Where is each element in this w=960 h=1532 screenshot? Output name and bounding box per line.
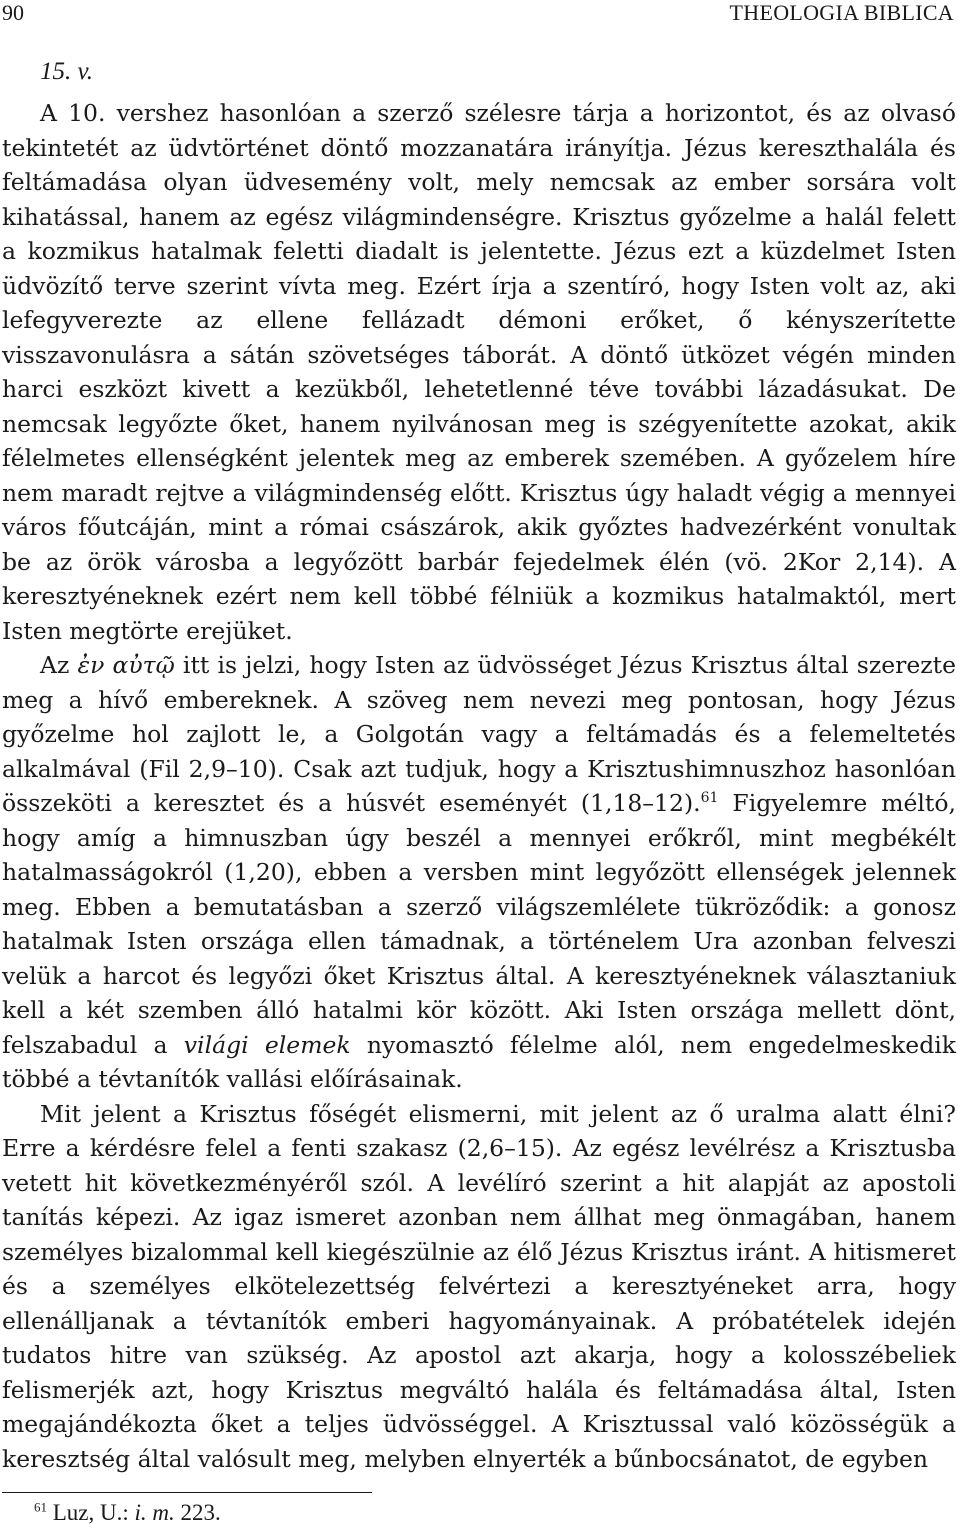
footnote-text-b: 223. — [174, 1500, 221, 1525]
page-number: 90 — [2, 0, 24, 25]
footnote-reference[interactable]: 61 — [700, 790, 719, 807]
body-text — [2, 96, 956, 1476]
paragraph-2-a: itt is jelzi, hogy Isten az üdvösséget Jézus Krisztus által szerezte meg a hívő embereknek. A szöveg nem nevezi meg pontosan, hogy Jézus győzelme hol zajlott le, a Golgotán vagy a feltámadás és a felemeltetés alkalmával (Fil 2,9–10). Csak azt tudjuk, hogy a Krisztushimnuszhoz hasonlóan összeköti a keresztet és a húsvét eseményét (1,18–12). — [2, 651, 957, 817]
footnote-number: 61 — [34, 1499, 47, 1515]
verse-label: 15. v. — [40, 58, 93, 85]
paragraph-1: A 10. vershez hasonlóan a szerző szélesre tárja a horizontot, és az olvasó tekintetét az üdvtörténet döntő mozzanatára irányítja. Jézus kereszthalála és feltámadása olyan üdvesemény volt, mely nemcsak az ember sorsára volt kihatással, hanem az egész világmindenségre. Krisztus győzelme a halál felett a kozmikus hatalmak feletti diadalt is jelentette. Jézus ezt a küzdelmet Isten üdvözítő terve szerint vívta meg. Ezért írja a szentíró, hogy Isten volt az, aki lefegyverezte az ellene fellázadt démoni erőket, ő kényszerítette visszavonulásra a sátán szövetséges táborát. A döntő ütközet végén minden harci eszközt kivett a kezükből, lehetetlenné téve további lázadásukat. De nemcsak legyőzte őket, hanem nyilvánosan meg is szégyenítette azokat, akik félelmetes ellenségként jelentek meg az emberek szemében. A győzelem híre nem maradt rejtve a világmindenség előtt. Krisztus úgy haladt végig a mennyei város főutcáján, mint a római császárok, akik győztes hadvezérként vonultak be az örök városba a legyőzött barbár fejedelmek élén (vö. 2Kor 2,14). A keresztyéneknek ezért nem kell többé félniük a kozmikus hatalmaktól, mert Isten megtörte erejüket. — [2, 99, 956, 645]
footnote-italic: i. m. — [134, 1500, 175, 1525]
footnote — [34, 1500, 221, 1526]
paragraph-2-b: Figyelemre méltó, hogy amíg a himnuszban úgy beszél a mennyei erőkről, mint megbékélt hatalmasságokról (1,20), ebben a versben mint legyőzött ellenségek jelennek meg. Ebben a bemutatásban a szerző világszemlélete tükröződik: a gonosz hatalmak Isten országa ellen támadnak, a történelem Ura azonban felveszi velük a harcot és legyőzi őket Krisztus által. A keresztyéneknek választaniuk kell a két szemben álló hatalmi kör között. Aki Isten országa mellett dönt, felszabadul a — [2, 789, 956, 1059]
paragraph-3: Mit jelent a Krisztus főségét elismerni, mit jelent az ő uralma alatt élni? Erre a kérdésre felel a fenti szakasz (2,6–15). Az egész levélrész a Krisztusba vetett hit következményéről szól. A levélíró szerint a hit alapját az apostoli tanítás képezi. Az igaz ismeret azonban nem állhat meg önmagában, hanem személyes bizalommal kell kiegészülnie az élő Jézus Krisztus iránt. A hitismeret és a személyes elkötelezettség felvértezi a keresztyéneket arra, hogy ellenálljanak a tévtanítók emberi hagyományainak. A próbatételek idején tudatos hitre van szükség. Az apostol azt akarja, hogy a kolosszébeliek felismerjék azt, hogy Krisztus megváltó halála és feltámadása által, Isten megajándékozta őket a teljes üdvösséggel. A Krisztussal való közösségük a keresztség által valósult meg, melyben elnyerték a bűnbocsánatot, de egyben — [2, 1099, 956, 1473]
footnote-text-a: Luz, U.: — [47, 1500, 135, 1525]
paragraph-2-pre: Az — [40, 651, 78, 679]
paragraph-2-c: nyomasztó félelme alól, nem engedelmeskedik többé a tévtanítók vallási előírásainak. — [2, 1030, 956, 1093]
page-header — [0, 0, 960, 30]
footnote-rule — [2, 1492, 372, 1493]
running-title: THEOLOGIA BIBLICA — [729, 0, 954, 25]
greek-phrase: ἐν αὐτῷ — [77, 651, 175, 679]
paragraph-2 — [2, 648, 956, 1097]
italic-phrase: világi elemek — [183, 1030, 351, 1059]
